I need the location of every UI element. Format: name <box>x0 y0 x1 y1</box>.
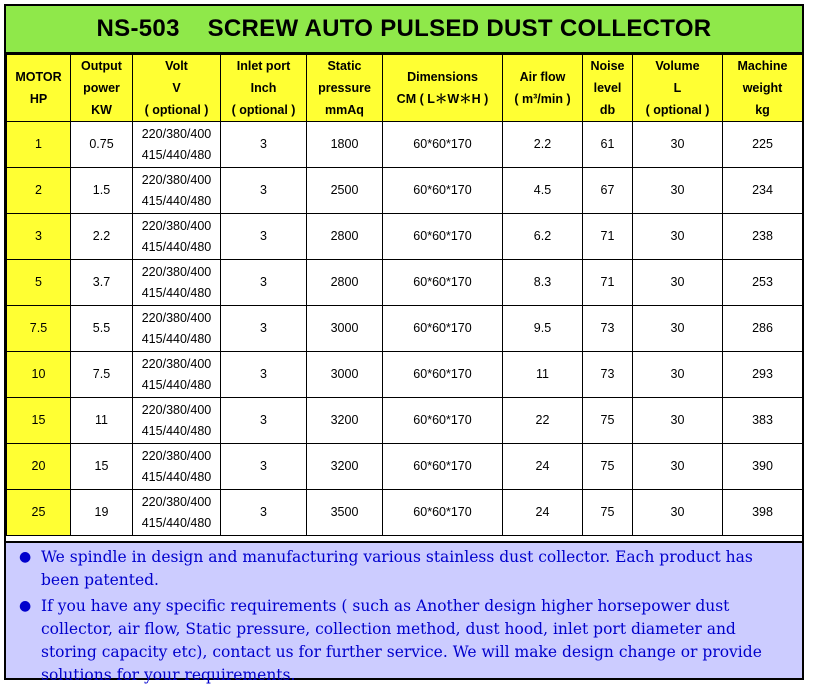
inlet-port-cell: 3 <box>221 214 307 260</box>
noise-level-cell: 67 <box>583 168 633 214</box>
note-text: We spindle in design and manufacturing various stainless dust collector. Each product has been patented. <box>41 548 753 589</box>
bullet-icon: ● <box>19 598 32 614</box>
inlet-port-cell: 3 <box>221 490 307 536</box>
header-volume: Volume L ( optional ) <box>633 55 723 122</box>
motor-hp-cell: 5 <box>7 260 71 306</box>
volt-cell: 220/380/400 415/440/480 <box>133 260 221 306</box>
static-pressure-cell: 3000 <box>307 352 383 398</box>
machine-weight-cell: 234 <box>723 168 803 214</box>
motor-hp-cell: 20 <box>7 444 71 490</box>
static-pressure-cell: 2800 <box>307 260 383 306</box>
volume-cell: 30 <box>633 260 723 306</box>
air-flow-cell: 2.2 <box>503 122 583 168</box>
motor-hp-cell: 15 <box>7 398 71 444</box>
dimensions-cell: 60*60*170 <box>383 352 503 398</box>
motor-hp-cell: 1 <box>7 122 71 168</box>
volt-cell: 220/380/400 415/440/480 <box>133 352 221 398</box>
volt-cell: 220/380/400 415/440/480 <box>133 444 221 490</box>
output-power-cell: 19 <box>71 490 133 536</box>
air-flow-cell: 8.3 <box>503 260 583 306</box>
dimensions-cell: 60*60*170 <box>383 398 503 444</box>
volt-cell: 220/380/400 415/440/480 <box>133 398 221 444</box>
table-row <box>7 490 803 536</box>
spec-sheet <box>4 4 804 684</box>
header-motor-hp: MOTOR HP <box>7 55 71 122</box>
header-volt: Volt V ( optional ) <box>133 55 221 122</box>
air-flow-cell: 24 <box>503 444 583 490</box>
machine-weight-cell: 383 <box>723 398 803 444</box>
dimensions-cell: 60*60*170 <box>383 260 503 306</box>
air-flow-cell: 9.5 <box>503 306 583 352</box>
volume-cell: 30 <box>633 490 723 536</box>
static-pressure-cell: 3500 <box>307 490 383 536</box>
motor-hp-cell: 3 <box>7 214 71 260</box>
note-text: If you have any specific requirements ( such as Another design higher horsepower dust collector, air flow, Static pressure, collection method, dust hood, inlet port diameter and storing capacity etc), contact us for further service. We will make design change or provide solutions for your requirements. <box>41 597 762 684</box>
volume-cell: 30 <box>633 214 723 260</box>
dimensions-cell: 60*60*170 <box>383 122 503 168</box>
noise-level-cell: 71 <box>583 260 633 306</box>
static-pressure-cell: 3000 <box>307 306 383 352</box>
output-power-cell: 11 <box>71 398 133 444</box>
output-power-cell: 7.5 <box>71 352 133 398</box>
output-power-cell: 0.75 <box>71 122 133 168</box>
static-pressure-cell: 2800 <box>307 214 383 260</box>
machine-weight-cell: 286 <box>723 306 803 352</box>
static-pressure-cell: 2500 <box>307 168 383 214</box>
machine-weight-cell: 253 <box>723 260 803 306</box>
output-power-cell: 3.7 <box>71 260 133 306</box>
static-pressure-cell: 3200 <box>307 444 383 490</box>
air-flow-cell: 11 <box>503 352 583 398</box>
table-row <box>7 260 803 306</box>
header-inlet-port: Inlet port Inch ( optional ) <box>221 55 307 122</box>
dimensions-cell: 60*60*170 <box>383 214 503 260</box>
volt-cell: 220/380/400 415/440/480 <box>133 168 221 214</box>
table-row <box>7 444 803 490</box>
header-row <box>7 55 803 122</box>
static-pressure-cell: 3200 <box>307 398 383 444</box>
header-dimensions: Dimensions CM ( L＊W＊H ) <box>383 55 503 122</box>
header-static-pressure: Static pressure mmAq <box>307 55 383 122</box>
notes-panel <box>6 541 802 684</box>
dimensions-cell: 60*60*170 <box>383 490 503 536</box>
volume-cell: 30 <box>633 352 723 398</box>
inlet-port-cell: 3 <box>221 398 307 444</box>
header-output-power: Output power KW <box>71 55 133 122</box>
note-item <box>16 595 792 687</box>
machine-weight-cell: 238 <box>723 214 803 260</box>
inlet-port-cell: 3 <box>221 122 307 168</box>
motor-hp-cell: 2 <box>7 168 71 214</box>
static-pressure-cell: 1800 <box>307 122 383 168</box>
air-flow-cell: 22 <box>503 398 583 444</box>
inlet-port-cell: 3 <box>221 306 307 352</box>
noise-level-cell: 61 <box>583 122 633 168</box>
volt-cell: 220/380/400 415/440/480 <box>133 306 221 352</box>
noise-level-cell: 75 <box>583 444 633 490</box>
inlet-port-cell: 3 <box>221 260 307 306</box>
noise-level-cell: 73 <box>583 306 633 352</box>
machine-weight-cell: 390 <box>723 444 803 490</box>
noise-level-cell: 73 <box>583 352 633 398</box>
noise-level-cell: 71 <box>583 214 633 260</box>
table-row <box>7 398 803 444</box>
table-row <box>7 168 803 214</box>
machine-weight-cell: 398 <box>723 490 803 536</box>
volume-cell: 30 <box>633 122 723 168</box>
volt-cell: 220/380/400 415/440/480 <box>133 490 221 536</box>
volt-cell: 220/380/400 415/440/480 <box>133 214 221 260</box>
air-flow-cell: 6.2 <box>503 214 583 260</box>
machine-weight-cell: 293 <box>723 352 803 398</box>
volume-cell: 30 <box>633 306 723 352</box>
bullet-icon: ● <box>19 549 32 565</box>
air-flow-cell: 24 <box>503 490 583 536</box>
motor-hp-cell: 25 <box>7 490 71 536</box>
note-item <box>16 546 792 592</box>
output-power-cell: 15 <box>71 444 133 490</box>
machine-weight-cell: 225 <box>723 122 803 168</box>
dimensions-cell: 60*60*170 <box>383 168 503 214</box>
inlet-port-cell: 3 <box>221 352 307 398</box>
inlet-port-cell: 3 <box>221 444 307 490</box>
table-row <box>7 306 803 352</box>
motor-hp-cell: 10 <box>7 352 71 398</box>
output-power-cell: 2.2 <box>71 214 133 260</box>
table-row <box>7 214 803 260</box>
motor-hp-cell: 7.5 <box>7 306 71 352</box>
volume-cell: 30 <box>633 398 723 444</box>
spec-table <box>6 54 803 536</box>
header-air-flow: Air flow ( m³/min ) <box>503 55 583 122</box>
output-power-cell: 1.5 <box>71 168 133 214</box>
output-power-cell: 5.5 <box>71 306 133 352</box>
volt-cell: 220/380/400 415/440/480 <box>133 122 221 168</box>
inlet-port-cell: 3 <box>221 168 307 214</box>
noise-level-cell: 75 <box>583 490 633 536</box>
volume-cell: 30 <box>633 168 723 214</box>
noise-level-cell: 75 <box>583 398 633 444</box>
header-noise-level: Noise level db <box>583 55 633 122</box>
air-flow-cell: 4.5 <box>503 168 583 214</box>
table-row <box>7 352 803 398</box>
dimensions-cell: 60*60*170 <box>383 306 503 352</box>
header-machine-weight: Machine weight kg <box>723 55 803 122</box>
volume-cell: 30 <box>633 444 723 490</box>
dimensions-cell: 60*60*170 <box>383 444 503 490</box>
table-row <box>7 122 803 168</box>
page-title: NS-503 SCREW AUTO PULSED DUST COLLECTOR <box>6 6 802 54</box>
